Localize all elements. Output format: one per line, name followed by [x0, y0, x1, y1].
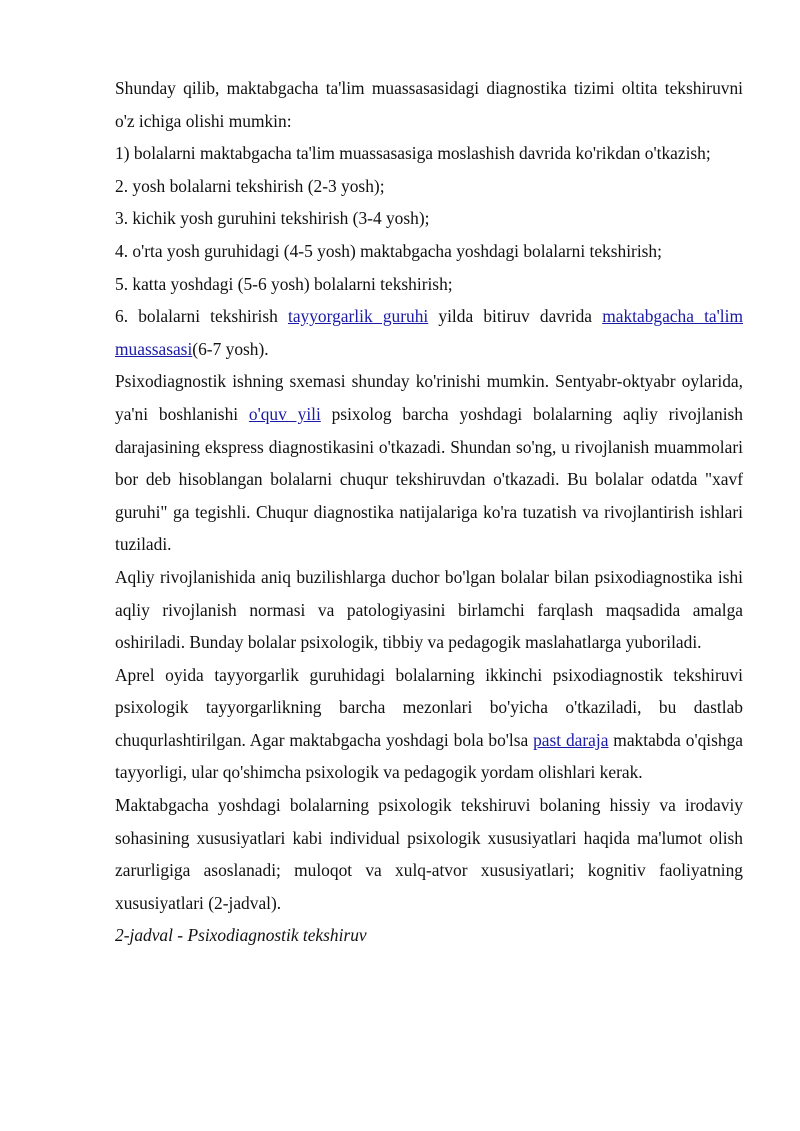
- link-maktabgacha-talim-muassasasi[interactable]: maktabgacha ta'lim muassasasi: [115, 306, 743, 359]
- link-tayyorgarlik-guruhi[interactable]: tayyorgarlik guruhi: [287, 306, 429, 327]
- document-body: [115, 72, 743, 952]
- list-item-6: [115, 300, 743, 365]
- psychology-paragraph: Maktabgacha yoshdagi bolalarning psixologik tekshiruvi bolaning hissiy va irodaviy sohasining xususiyatlari kabi individual psixologik xususiyatlari haqida ma'lumot olish zarurligiga asoslanadi; muloqot va xulq-atvor xususiyatlari; kognitiv faoliyatning xususiyatlari (2-jadval).: [115, 795, 743, 913]
- scheme-text-end: psixolog barcha yoshdagi bolalarning aqliy rivojlanish darajasining ekspress diagnostikasini o'tkazadi. Shundan so'ng, u rivojlanish muammolari bor deb hisoblangan bolalarni chuqur tekshiruvdan o'tkazadi. Bu bolalar odatda "xavf guruhi" ga tegishli. Chuqur diagnostika natijalariga ko'ra tuzatish va rivojlantirish ishlari tuziladi.: [115, 403, 743, 555]
- april-paragraph: [115, 659, 743, 789]
- april-text-start: Aprel oyida tayyorgarlik guruhidagi bolalarning ikkinchi psixodiagnostik tekshiruvi psixologik tayyorgarlikning barcha mezonlari bo'yicha o'tkaziladi, bu dastlab chuqurlashtirilgan. Agar maktabgacha yoshdagi bola bo'lsa: [115, 664, 743, 750]
- link-past-daraja[interactable]: past daraja: [533, 729, 609, 750]
- list-item-3: 3. kichik yosh guruhini tekshirish (3-4 yosh);: [115, 208, 430, 229]
- list-item-1: 1) bolalarni maktabgacha ta'lim muassasasiga moslashish davrida ko'rikdan o'tkazish;: [115, 143, 711, 164]
- list-item-5: 5. katta yoshdagi (5-6 yosh) bolalarni tekshirish;: [115, 273, 453, 294]
- scheme-paragraph: [115, 365, 743, 561]
- deviation-paragraph: Aqliy rivojlanishida aniq buzilishlarga duchor bo'lgan bolalar bilan psixodiagnostika ishi aqliy rivojlanish normasi va patologiyasini birlamchi farqlash maqsadida amalga oshiriladi. Bunday bolalar psixologik, tibbiy va pedagogik maslahatlarga yuboriladi.: [115, 566, 743, 653]
- link-oquv-yili[interactable]: o'quv yili: [248, 403, 321, 424]
- list-item-4: 4. o'rta yosh guruhidagi (4-5 yosh) maktabgacha yoshdagi bolalarni tekshirish;: [115, 240, 662, 261]
- list-item-6-text-middle: yilda bitiruv davrida: [428, 306, 603, 327]
- scheme-text-start: Psixodiagnostik ishning sxemasi shunday ko'rinishi mumkin. Sentyabr-oktyabr oylarida, ya'ni boshlanishi: [115, 371, 743, 424]
- list-item-2: 2. yosh bolalarni tekshirish (2-3 yosh);: [115, 175, 385, 196]
- table-caption: 2-jadval - Psixodiagnostik tekshiruv: [115, 925, 367, 946]
- list-item-6-text-start: 6. bolalarni tekshirish: [115, 306, 288, 327]
- list-item-6-text-end: (6-7 yosh).: [192, 338, 269, 359]
- april-text-end: maktabda o'qishga tayyorligi, ular qo'shimcha psixologik va pedagogik yordam olishlari kerak.: [115, 729, 743, 783]
- intro-paragraph: Shunday qilib, maktabgacha ta'lim muassasasidagi diagnostika tizimi oltita tekshiruvni o'z ichiga olishi mumkin:: [115, 78, 743, 131]
